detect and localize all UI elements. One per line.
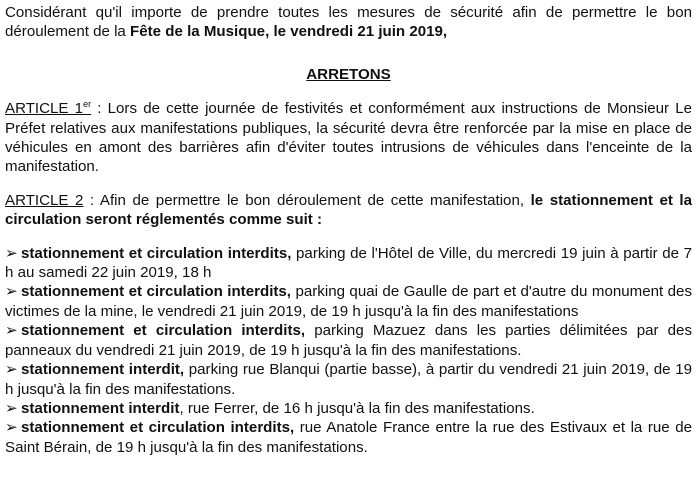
restrictions-list bbox=[5, 244, 692, 457]
article-2-text: : Afin de permettre le bon déroulement de cette manifestation, bbox=[83, 191, 531, 209]
arrow-right-icon: ➢ bbox=[5, 399, 18, 417]
list-item: ➢ stationnement et circulation interdits, parking de l'Hôtel de Ville, du mercredi 19 juin à partir de 7 h au samedi 22 juin 2019, 18 h bbox=[5, 244, 692, 282]
list-item: ➢ stationnement interdit, rue Ferrer, de 16 h jusqu'à la fin des manifestations. bbox=[5, 399, 535, 417]
article-1-text: : Lors de cette journée de festivités et conformément aux instructions de Monsieur Le Préfet relatives aux manifestations publiques, la sécurité devra être renforcée par la mise en place de véhicules en amont des barrières afin d'éviter toutes intrusions de véhicules dans l'enceinte de la manifestation. bbox=[5, 100, 693, 176]
intro-text: Considérant qu'il importe de prendre toutes les mesures de sécurité afin de permettre le bon déroulement de la bbox=[5, 4, 692, 41]
arrow-right-icon: ➢ bbox=[5, 244, 18, 262]
decree-title: ARRETONS bbox=[306, 65, 391, 83]
article-2-bold: le stationnement et la circulation seront réglementés comme suit : bbox=[5, 191, 693, 229]
article-2 bbox=[5, 191, 692, 230]
intro-event-bold: Fête de la Musique, le vendredi 21 juin 2019, bbox=[130, 23, 448, 41]
list-item: ➢ stationnement et circulation interdits, rue Anatole France entre la rue des Estivaux et la rue de Saint Bérain, de 19 h jusqu'à la fin des manifestations. bbox=[5, 419, 692, 456]
arrow-right-icon: ➢ bbox=[5, 361, 18, 379]
intro-paragraph bbox=[5, 3, 692, 42]
list-item: ➢ stationnement interdit, parking rue Blanqui (partie basse), à partir du vendredi 21 juin 2019, de 19 h jusqu'à la fin des manifestations. bbox=[5, 361, 692, 398]
article-1-label: ARTICLE 1er bbox=[5, 99, 92, 118]
list-item: ➢ stationnement et circulation interdits, parking Mazuez dans les parties délimitées par des panneaux du vendredi 21 juin 2019, de 19 h jusqu'à la fin des manifestations. bbox=[5, 322, 692, 359]
article-1 bbox=[5, 99, 692, 177]
arrow-right-icon: ➢ bbox=[5, 419, 18, 437]
arrow-right-icon: ➢ bbox=[5, 322, 18, 340]
arrow-right-icon: ➢ bbox=[5, 283, 18, 301]
article-2-label: ARTICLE 2 bbox=[5, 191, 84, 209]
list-item: ➢ stationnement et circulation interdits, parking quai de Gaulle de part et d'autre du monument des victimes de la mine, le vendredi 21 juin 2019, de 19 h jusqu'à la fin des manifestations bbox=[5, 283, 693, 320]
